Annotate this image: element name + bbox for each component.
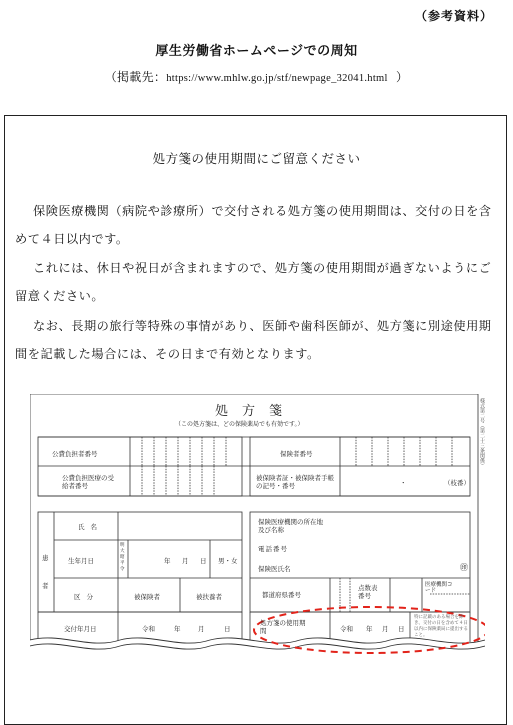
form-subtitle: （この処方箋は、どの保険薬局でも有効です。） xyxy=(175,421,304,428)
insured-card-number-label: 被保険者証・被保険者手帳の記号・番号 xyxy=(256,474,334,490)
phone-label: 電話番号 xyxy=(258,545,288,553)
source-url[interactable]: https://www.mhlw.go.jp/stf/newpage_32041.html xyxy=(166,73,388,84)
patient-label: 患者 xyxy=(42,554,49,590)
recipient-number-label: 公費負担医療の受給者番号 xyxy=(62,474,114,490)
sex-label: 男・女 xyxy=(218,557,238,565)
prefecture-number-label: 都道府県番号 xyxy=(262,591,301,599)
issue-month-label: 月 xyxy=(198,625,205,633)
reference-label: （参考資料） xyxy=(414,9,493,23)
issue-year-label: 年 xyxy=(174,625,181,633)
source-line xyxy=(0,68,513,85)
insured-label: 被保険者 xyxy=(134,593,160,601)
doctor-name-label: 保険医氏名 xyxy=(258,565,291,573)
source-prefix: （掲載先： xyxy=(104,70,167,84)
insurer-number-label: 保険者番号 xyxy=(280,450,313,458)
notice-title: 処方箋の使用期間にご留意ください xyxy=(152,151,361,166)
source-suffix: ） xyxy=(395,70,409,84)
birth-day-label: 日 xyxy=(200,557,207,565)
usage-period-label: 処方箋の使用期間 xyxy=(260,619,306,635)
period-year-label: 年 xyxy=(366,625,373,633)
page-title: 厚生労働省ホームページでの周知 xyxy=(155,44,358,59)
period-month-label: 月 xyxy=(382,625,389,633)
score-table-label: 点数表番号 xyxy=(358,584,378,600)
form-side-note: 様式第二号（第二十三条関係） xyxy=(479,398,485,468)
usage-period-note: 特に記載のある場合を除き、交付の日を含めて４日以内に保険薬局に提出すること。 xyxy=(414,615,468,638)
birth-date-label: 生年月日 xyxy=(68,557,94,565)
issue-date-label: 交付年月日 xyxy=(64,625,97,633)
birth-month-label: 月 xyxy=(182,557,189,565)
issue-reiwa-label: 令和 xyxy=(142,625,155,633)
prescription-form-image xyxy=(30,394,485,654)
name-label: 氏名 xyxy=(78,523,103,531)
issue-day-label: 日 xyxy=(224,625,231,633)
period-reiwa-label: 令和 xyxy=(340,625,353,633)
notice-paragraph-1: 保険医療機関（病院や診療所）で交付される処方箋の使用期間は、交付の日を含めて４日以内です。 xyxy=(15,204,492,246)
branch-number-label: （枝番） xyxy=(444,479,470,487)
clinic-address-label: 保険医療機関の所在地及び名称 xyxy=(258,518,323,534)
period-day-label: 日 xyxy=(398,625,405,633)
row2-dot: ・ xyxy=(400,479,407,487)
birth-year-label: 年 xyxy=(164,557,171,565)
clinic-code-label: 医療機関コード xyxy=(425,582,453,594)
public-payer-number-label: 公費負担者番号 xyxy=(52,450,98,458)
notice-paragraph-2: これには、休日や祝日が含まれますので、処方箋の使用期間が過ぎないようにご留意ください。 xyxy=(15,261,492,303)
seal-mark: ㊞ xyxy=(460,563,468,572)
notice-paragraph-3: なお、長期の旅行等特殊の事情があり、医師や歯科医師が、処方箋に別途使用期間を記載した場合には、その日まで有効となります。 xyxy=(15,319,492,361)
dependent-label: 被扶養者 xyxy=(196,593,222,601)
form-title: 処方箋 xyxy=(215,404,297,419)
era-options: 明大昭平令 xyxy=(120,543,125,572)
category-label: 区分 xyxy=(74,593,99,601)
